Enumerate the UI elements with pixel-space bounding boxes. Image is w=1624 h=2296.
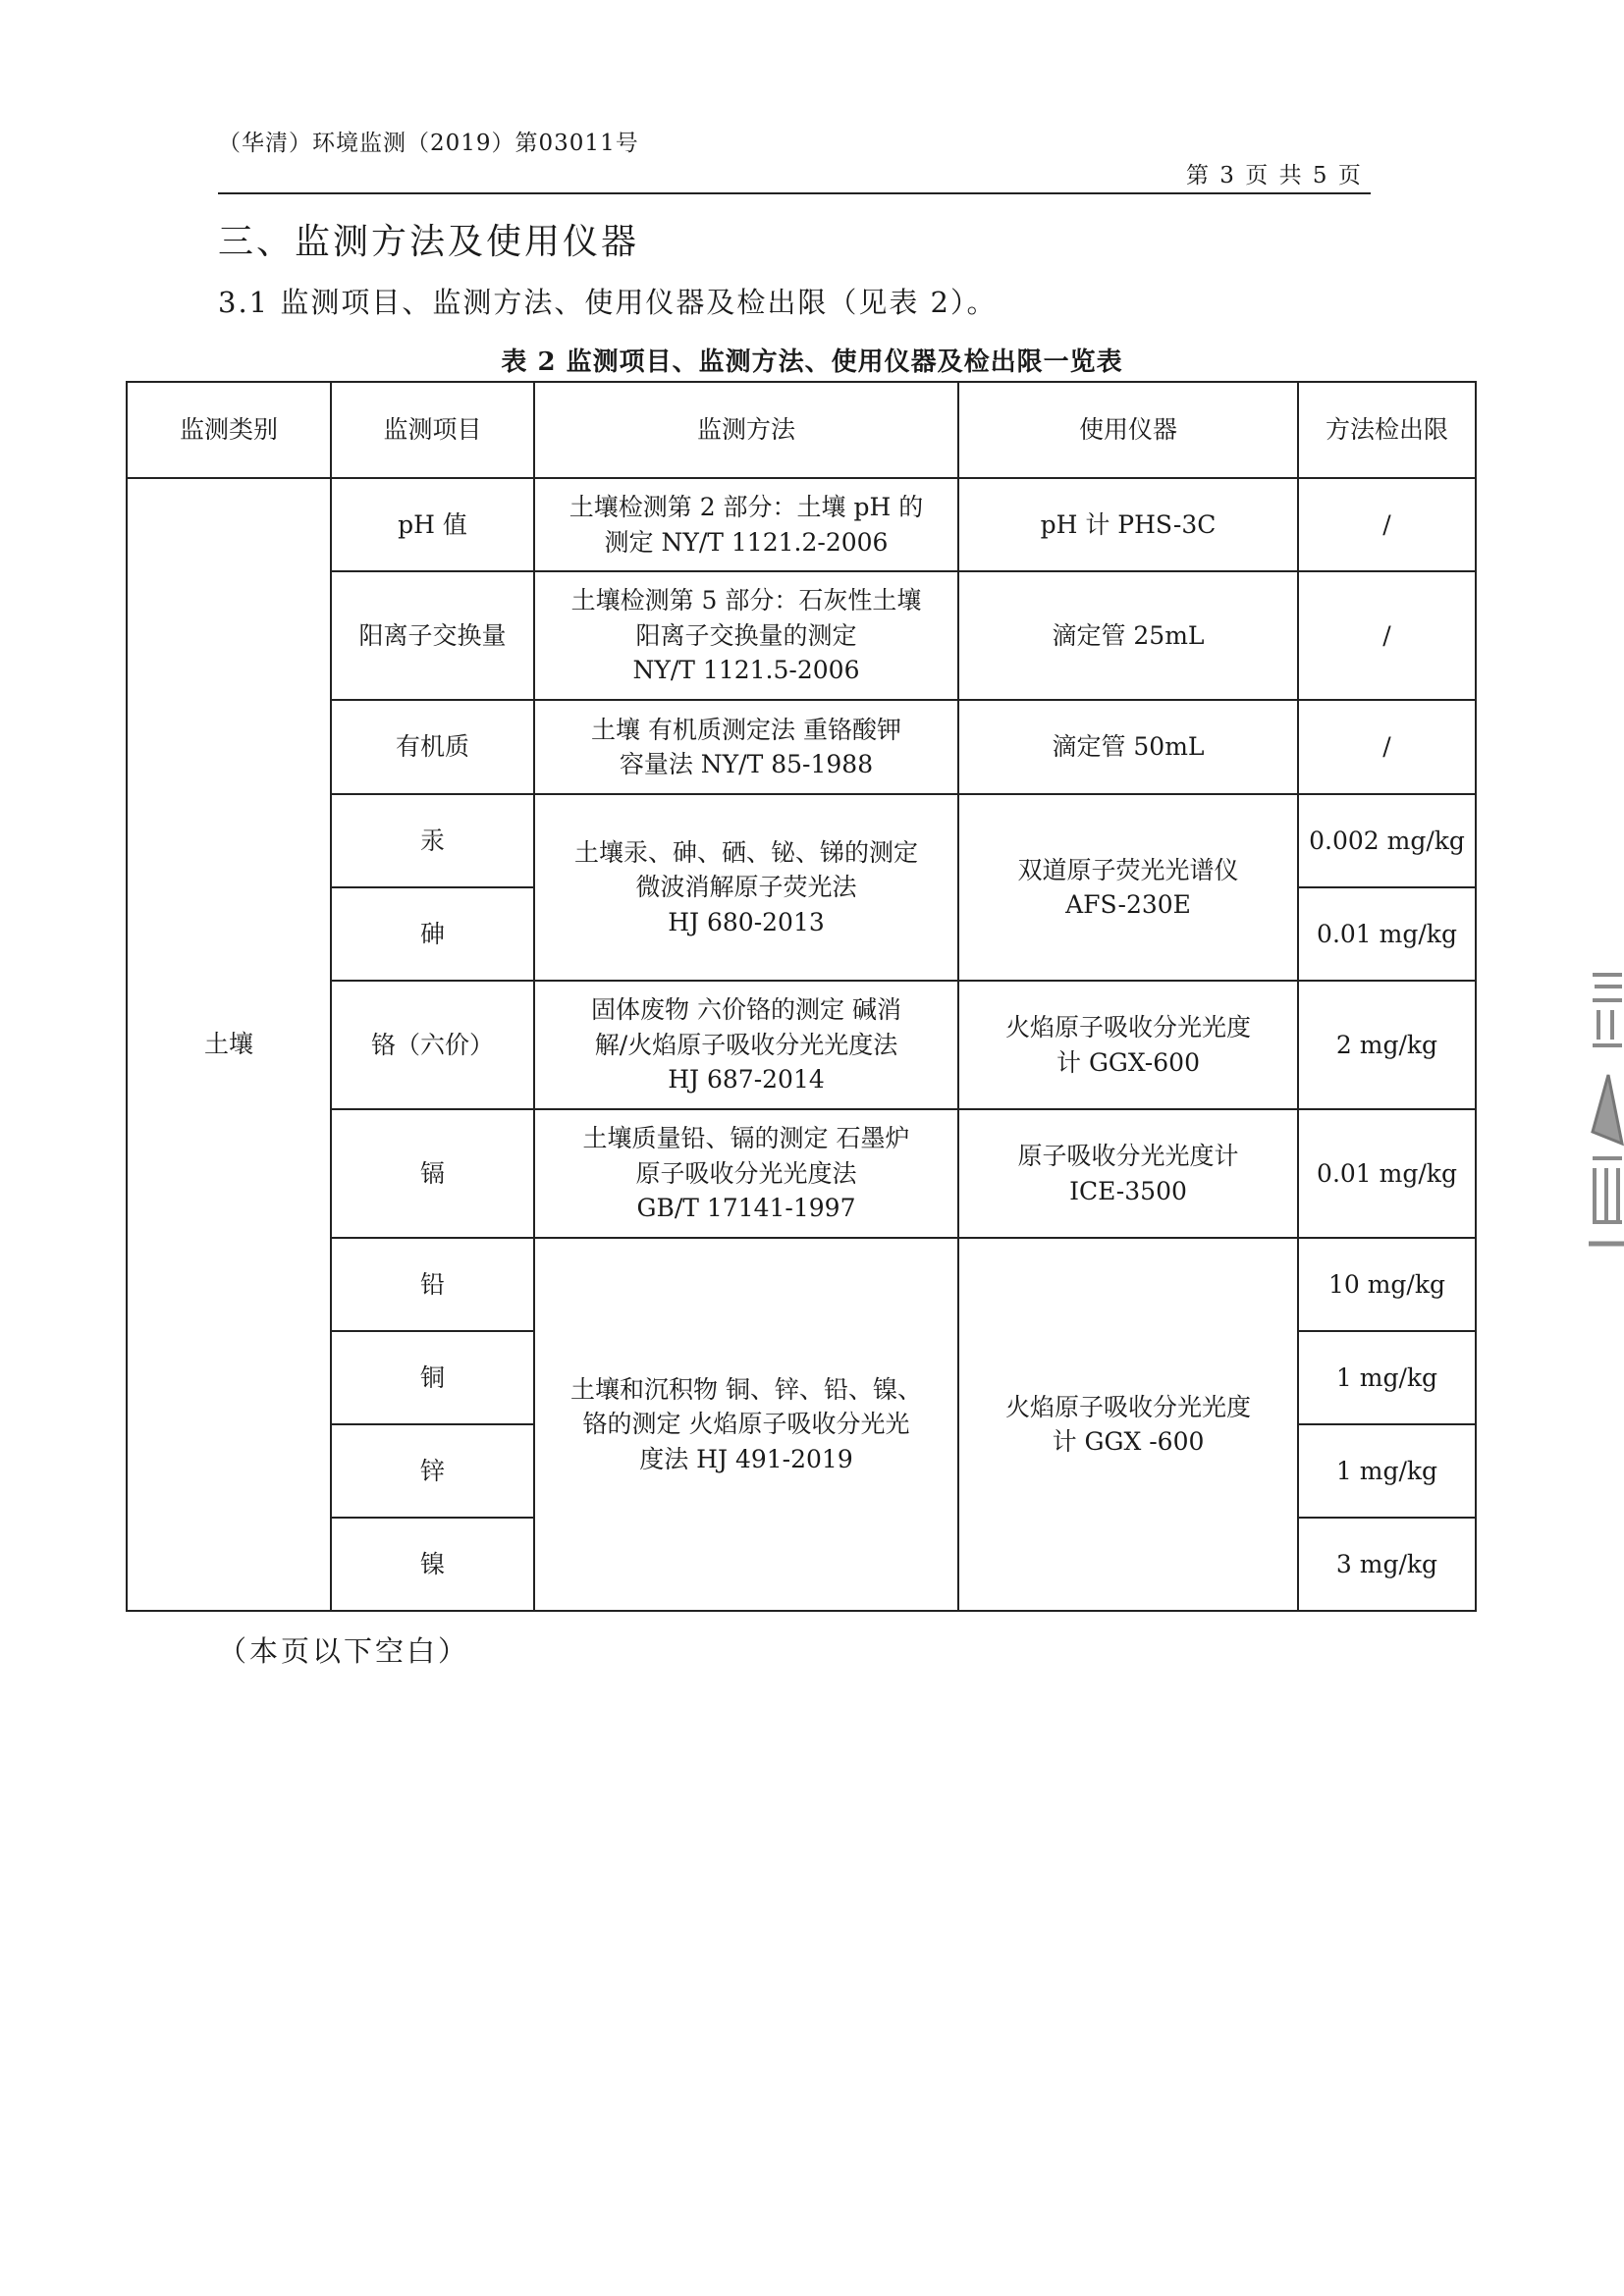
item-cell: 汞 [331, 794, 534, 887]
instrument-cell: 原子吸收分光光度计 ICE-3500 [958, 1109, 1298, 1238]
item-cell: 铬（六价） [331, 981, 534, 1109]
item-cell: 铅 [331, 1238, 534, 1331]
limit-cell: / [1298, 571, 1476, 700]
header-item: 监测项目 [331, 382, 534, 478]
item-cell: 砷 [331, 887, 534, 981]
instrument-cell: 双道原子荧光光谱仪 AFS-230E [958, 794, 1298, 981]
instrument-cell: 滴定管 25mL [958, 571, 1298, 700]
table-header-row [127, 382, 1476, 478]
method-cell: 土壤和沉积物 铜、锌、铅、镍、 铬的测定 火焰原子吸收分光光 度法 HJ 491-2019 [534, 1238, 958, 1611]
item-cell: pH 值 [331, 478, 534, 571]
header-detection-limit: 方法检出限 [1298, 382, 1476, 478]
item-cell: 阳离子交换量 [331, 571, 534, 700]
instrument-cell: 滴定管 50mL [958, 700, 1298, 794]
report-number: （华清）环境监测（2019）第03011号 [218, 131, 639, 156]
limit-cell: 10 mg/kg [1298, 1238, 1476, 1331]
seal-stamp-fragment [1579, 967, 1624, 1252]
header-divider [218, 192, 1371, 194]
limit-cell: 3 mg/kg [1298, 1518, 1476, 1611]
header-category: 监测类别 [127, 382, 331, 478]
method-cell: 土壤 有机质测定法 重铬酸钾 容量法 NY/T 85-1988 [534, 700, 958, 794]
limit-cell: 0.01 mg/kg [1298, 887, 1476, 981]
limit-cell: 2 mg/kg [1298, 981, 1476, 1109]
item-cell: 镍 [331, 1518, 534, 1611]
item-cell: 镉 [331, 1109, 534, 1238]
methods-table [126, 381, 1477, 1612]
limit-cell: 0.01 mg/kg [1298, 1109, 1476, 1238]
method-cell: 土壤质量铅、镉的测定 石墨炉 原子吸收分光光度法 GB/T 17141-1997 [534, 1109, 958, 1238]
section-title: 三、监测方法及使用仪器 [218, 222, 640, 262]
limit-cell: / [1298, 478, 1476, 571]
limit-cell: / [1298, 700, 1476, 794]
header-instrument: 使用仪器 [958, 382, 1298, 478]
blank-page-note: （本页以下空白） [218, 1634, 470, 1668]
method-cell: 土壤汞、砷、硒、铋、锑的测定 微波消解原子荧光法 HJ 680-2013 [534, 794, 958, 981]
item-cell: 有机质 [331, 700, 534, 794]
category-cell: 土壤 [127, 478, 331, 1611]
table-caption: 表 2 监测项目、监测方法、使用仪器及检出限一览表 [501, 347, 1123, 377]
page-indicator: 第 3 页 共 5 页 [1186, 163, 1363, 188]
header-method: 监测方法 [534, 382, 958, 478]
limit-cell: 1 mg/kg [1298, 1424, 1476, 1518]
subsection-title: 3.1 监测项目、监测方法、使用仪器及检出限（见表 2）。 [218, 286, 998, 319]
method-cell: 固体废物 六价铬的测定 碱消 解/火焰原子吸收分光光度法 HJ 687-2014 [534, 981, 958, 1109]
instrument-cell: 火焰原子吸收分光光度 计 GGX -600 [958, 1238, 1298, 1611]
limit-cell: 1 mg/kg [1298, 1331, 1476, 1424]
method-cell: 土壤检测第 5 部分：石灰性土壤 阳离子交换量的测定 NY/T 1121.5-2006 [534, 571, 958, 700]
limit-cell: 0.002 mg/kg [1298, 794, 1476, 887]
item-cell: 铜 [331, 1331, 534, 1424]
item-cell: 锌 [331, 1424, 534, 1518]
table-row [127, 478, 1476, 571]
instrument-cell: pH 计 PHS-3C [958, 478, 1298, 571]
instrument-cell: 火焰原子吸收分光光度 计 GGX-600 [958, 981, 1298, 1109]
method-cell: 土壤检测第 2 部分：土壤 pH 的 测定 NY/T 1121.2-2006 [534, 478, 958, 571]
